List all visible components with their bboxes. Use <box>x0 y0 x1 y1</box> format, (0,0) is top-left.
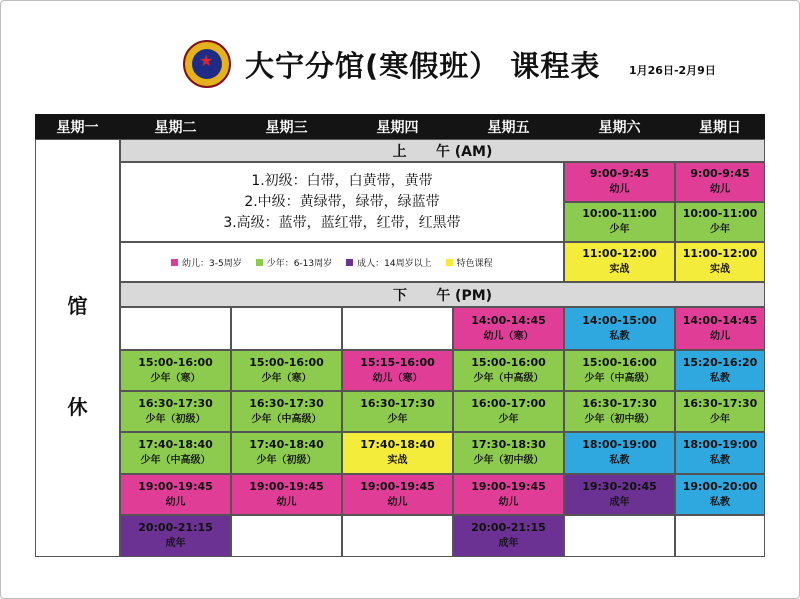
section-label: 午 (AM) <box>435 143 493 160</box>
slot-time: 16:30-17:30 <box>249 396 324 410</box>
class-slot <box>120 432 231 474</box>
slot-class: 幼儿 <box>498 496 519 508</box>
class-slot <box>675 474 765 515</box>
slot-time: 19:00-20:00 <box>682 479 758 493</box>
slot-time: 17:40-18:40 <box>249 438 324 451</box>
closed-char: 馆 <box>67 294 88 318</box>
slot-time: 11:00-12:00 <box>582 247 657 260</box>
class-slot <box>675 202 765 242</box>
class-slot <box>120 391 231 432</box>
slot-class: 幼儿 <box>710 330 730 342</box>
class-slot <box>564 202 675 242</box>
legend-swatch <box>171 259 178 266</box>
section-label: 下 <box>392 287 407 304</box>
belt-level-line: 2.中级：黄绿带，绿带，绿蓝带 <box>244 193 440 210</box>
slot-time: 19:00-19:45 <box>249 479 324 493</box>
class-slot <box>564 474 675 515</box>
slot-time: 17:40-18:40 <box>138 438 213 451</box>
day-header: 星期五 <box>453 114 564 139</box>
class-slot <box>231 350 342 391</box>
class-slot <box>675 350 765 391</box>
class-slot <box>675 242 765 282</box>
slot-time: 10:00-11:00 <box>582 207 657 220</box>
legend-item <box>446 256 493 269</box>
section-label: 上 <box>392 143 407 160</box>
slot-class: 少年（中高级） <box>473 372 544 384</box>
class-slot <box>453 350 564 391</box>
class-slot <box>120 307 231 350</box>
slot-class: 少年 <box>609 224 630 235</box>
slot-class: 成年 <box>165 538 186 549</box>
slot-time: 9:00-9:45 <box>690 167 750 180</box>
class-slot <box>564 162 675 202</box>
slot-class: 少年 <box>710 224 730 235</box>
class-slot <box>453 307 564 350</box>
slot-time: 18:00-19:00 <box>682 438 758 451</box>
class-slot <box>564 350 675 391</box>
slot-time: 17:40-18:40 <box>360 438 435 451</box>
class-slot <box>120 350 231 391</box>
legend-swatch <box>256 259 263 266</box>
closed-char: 休 <box>67 395 88 419</box>
class-slot <box>120 515 231 557</box>
pm-section-header <box>120 282 765 307</box>
slot-time: 14:00-15:00 <box>582 313 657 327</box>
class-slot <box>342 432 453 474</box>
day-header: 星期二 <box>120 114 231 139</box>
slot-time: 16:30-17:30 <box>682 396 758 410</box>
belt-levels <box>120 162 564 242</box>
am-section-header <box>120 139 765 162</box>
slot-class: 幼儿 <box>276 496 297 508</box>
slot-time: 14:00-14:45 <box>682 313 758 327</box>
day-header: 星期四 <box>342 114 453 139</box>
class-slot <box>453 474 564 515</box>
class-slot <box>231 391 342 432</box>
slot-class: 实战 <box>387 455 408 466</box>
slot-time: 14:00-14:45 <box>471 313 546 327</box>
slot-time: 17:30-18:30 <box>471 438 546 451</box>
slot-class: 私教 <box>609 455 630 466</box>
legend-label: 幼儿：3-5周岁 <box>182 258 242 269</box>
closed-column <box>35 139 120 557</box>
slot-time: 11:00-12:00 <box>682 247 758 260</box>
schedule-grid <box>35 114 765 560</box>
day-header: 星期三 <box>231 114 342 139</box>
slot-class: 成年 <box>498 538 519 549</box>
class-slot <box>231 515 342 557</box>
class-slot <box>453 391 564 432</box>
legend-item <box>256 256 332 269</box>
slot-class: 幼儿 <box>165 496 186 508</box>
slot-class: 私教 <box>710 372 730 384</box>
slot-time: 15:00-16:00 <box>471 355 546 369</box>
slot-class: 私教 <box>609 330 630 342</box>
class-slot <box>453 432 564 474</box>
legend-label: 成人：14周岁以上 <box>357 258 432 269</box>
slot-time: 18:00-19:00 <box>582 438 657 451</box>
slot-class: 幼儿（寒） <box>483 330 534 342</box>
slot-class: 少年 <box>498 413 519 425</box>
slot-time: 20:00-21:15 <box>471 521 546 534</box>
slot-time: 20:00-21:15 <box>138 521 213 534</box>
legend-swatch <box>446 259 453 266</box>
date-range: 1月26日-2月9日 <box>629 64 716 77</box>
class-slot <box>453 515 564 557</box>
slot-time: 19:00-19:45 <box>138 479 213 493</box>
class-slot <box>675 162 765 202</box>
class-slot <box>342 515 453 557</box>
class-slot <box>564 242 675 282</box>
slot-class: 少年 <box>387 413 408 425</box>
slot-time: 10:00-11:00 <box>682 207 758 220</box>
page-title: 大宁分馆(寒假班） 课程表 <box>245 49 601 83</box>
class-slot <box>675 391 765 432</box>
class-slot <box>675 432 765 474</box>
day-header: 星期日 <box>675 114 765 139</box>
slot-class: 私教 <box>710 455 730 466</box>
slot-class: 少年（寒） <box>150 372 201 384</box>
slot-class: 少年（中高级） <box>140 455 211 466</box>
class-slot <box>120 474 231 515</box>
slot-class: 少年（中高级） <box>584 372 655 384</box>
slot-time: 9:00-9:45 <box>589 167 650 180</box>
slot-class: 成年 <box>609 496 630 508</box>
slot-class: 少年（初级） <box>256 455 317 466</box>
class-slot <box>675 515 765 557</box>
legend-item <box>346 256 431 269</box>
slot-class: 实战 <box>609 264 630 275</box>
slot-time: 16:30-17:30 <box>138 396 213 410</box>
slot-class: 少年（中高级） <box>251 413 322 425</box>
section-label: 午 (PM) <box>436 287 493 304</box>
slot-time: 19:00-19:45 <box>360 479 435 493</box>
header <box>0 34 800 94</box>
class-slot <box>342 350 453 391</box>
class-slot <box>564 307 675 350</box>
class-slot <box>231 432 342 474</box>
slot-time: 15:20-16:20 <box>682 355 758 369</box>
legend-label: 少年：6-13周岁 <box>266 258 333 269</box>
slot-class: 幼儿（寒） <box>372 372 423 384</box>
class-slot <box>231 474 342 515</box>
slot-time: 15:00-16:00 <box>138 355 213 369</box>
slot-class: 少年（初中级） <box>584 413 655 425</box>
legend-item <box>171 256 242 269</box>
class-slot <box>342 474 453 515</box>
belt-level-line: 3.高级：蓝带，蓝红带，红带，红黑带 <box>223 214 461 231</box>
legend-swatch <box>346 259 353 266</box>
belt-level-line: 1.初级：白带，白黄带，黄带 <box>251 172 433 189</box>
slot-class: 私教 <box>710 496 730 508</box>
day-header: 星期一 <box>35 114 120 139</box>
class-slot <box>342 391 453 432</box>
slot-class: 幼儿 <box>387 496 408 508</box>
slot-time: 15:00-16:00 <box>249 355 324 369</box>
slot-time: 15:15-16:00 <box>360 355 435 369</box>
slot-class: 少年（初级） <box>145 413 206 425</box>
class-slot <box>564 515 675 557</box>
slot-time: 16:00-17:00 <box>471 396 546 410</box>
legend-label: 特色课程 <box>456 258 493 269</box>
class-slot <box>342 307 453 350</box>
slot-time: 16:30-17:30 <box>582 396 657 410</box>
slot-class: 少年（寒） <box>261 372 312 384</box>
slot-class: 少年（初中级） <box>473 455 544 466</box>
class-slot <box>564 432 675 474</box>
age-legend <box>120 242 564 282</box>
taekwondo-club-logo-icon: ★ <box>183 40 231 88</box>
class-slot <box>564 391 675 432</box>
slot-class: 实战 <box>710 264 730 275</box>
slot-time: 19:00-19:45 <box>471 479 546 493</box>
day-header: 星期六 <box>564 114 675 139</box>
slot-class: 少年 <box>710 413 730 425</box>
slot-time: 16:30-17:30 <box>360 396 435 410</box>
slot-time: 15:00-16:00 <box>582 355 657 369</box>
slot-time: 19:30-20:45 <box>582 479 657 493</box>
class-slot <box>675 307 765 350</box>
slot-class: 幼儿 <box>609 184 630 195</box>
slot-class: 幼儿 <box>710 184 730 195</box>
class-slot <box>231 307 342 350</box>
